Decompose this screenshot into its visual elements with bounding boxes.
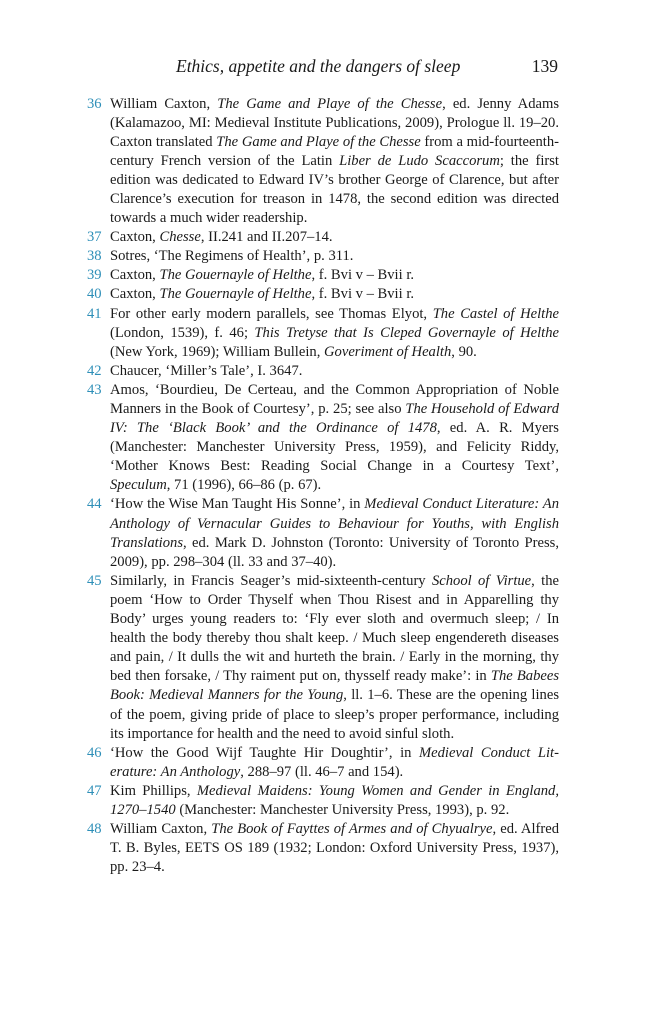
endnote-text bbox=[110, 495, 559, 571]
endnote-45 bbox=[87, 572, 559, 744]
text-segment: , ed. Jenny Adams (Kalamazoo, MI: Medieval Institute Publications, 2009), Prologue ll. 19–20. Caxton translated bbox=[110, 95, 559, 150]
text-segment: , f. Bvi v – Bvii r. bbox=[311, 267, 415, 284]
italic-title: The Game and Playe of the Chesse bbox=[216, 133, 421, 150]
italic-title: The Gouernayle of Helthe bbox=[159, 286, 312, 303]
text-segment: , 71 (1996), 66–86 (p. 67). bbox=[166, 477, 322, 494]
endnote-44 bbox=[87, 495, 559, 571]
endnote-number: 45 bbox=[87, 572, 102, 589]
endnote-number: 42 bbox=[87, 362, 102, 379]
text-segment: , ll. 1–6. These are the opening lines of the poem, giving pride of place to sleep’s proper performance, including its importance for health and the need to avoid sinful sloth. bbox=[110, 687, 559, 742]
italic-title: Goveriment of Health bbox=[324, 343, 452, 360]
text-segment: Sotres, ‘The Regimens of Health’, p. 311. bbox=[110, 248, 354, 265]
endnote-number: 41 bbox=[87, 305, 102, 322]
endnote-48 bbox=[87, 820, 559, 877]
endnote-text bbox=[110, 362, 559, 381]
text-segment: William Caxton, bbox=[110, 95, 218, 112]
italic-title: Medieval Conduct Literature: An Anthology bbox=[110, 744, 559, 780]
endnote-number: 43 bbox=[87, 381, 102, 398]
endnotes-list bbox=[87, 95, 559, 878]
running-header bbox=[110, 56, 558, 80]
endnote-text bbox=[110, 305, 559, 362]
text-segment: , 90. bbox=[451, 343, 477, 360]
endnote-number: 48 bbox=[87, 821, 102, 838]
endnote-42 bbox=[87, 362, 559, 381]
text-segment: For other early modern parallels, see Thomas Elyot, bbox=[110, 305, 433, 322]
text-segment: (London, 1539), f. 46; bbox=[110, 324, 255, 341]
endnote-40 bbox=[87, 285, 559, 304]
italic-title: Medieval Conduct Literature: An Anthology of Vernacular Guides to Behaviour for Youths, with English Translations bbox=[110, 496, 559, 551]
text-segment: , ed. A. R. Myers (Manchester: Manchester University Press, 1959), and Felicity Riddy, ‘Mother Knows Best: Reading Social Change in a Courtesy Text’, bbox=[110, 420, 559, 475]
text-segment: Amos, ‘Bourdieu, De Certeau, and the Common Appropriation of Noble Manners in the Book of Courtesy’, p. 25; see also bbox=[110, 381, 559, 417]
italic-title: Chesse bbox=[159, 229, 201, 246]
page-number: 139 bbox=[531, 56, 558, 76]
text-segment: ‘How the Wise Man Taught His Sonne’, in bbox=[110, 496, 365, 513]
italic-title: The Gouernayle of Helthe bbox=[159, 267, 312, 284]
endnote-text bbox=[110, 228, 559, 247]
endnote-text bbox=[110, 744, 559, 782]
italic-title: Medieval Maidens: Young Women and Gender in England, 1270–1540 bbox=[110, 782, 559, 818]
endnote-39 bbox=[87, 266, 559, 285]
italic-title: School of Virtue bbox=[431, 572, 532, 589]
endnote-number: 38 bbox=[87, 248, 102, 265]
text-segment: , f. Bvi v – Bvii r. bbox=[311, 286, 415, 303]
text-segment: from a mid-fourteenth-century French version of the Latin bbox=[110, 133, 559, 169]
endnote-text bbox=[110, 285, 559, 304]
endnote-37 bbox=[87, 228, 559, 247]
italic-title: The Book of Fayttes of Armes and of Chyualrye bbox=[211, 821, 493, 838]
endnote-47 bbox=[87, 782, 559, 820]
italic-title: The Castel of Helthe bbox=[432, 305, 559, 322]
endnote-text bbox=[110, 247, 559, 266]
italic-title: The Babees Book: Medieval Manners for the Young bbox=[110, 668, 559, 704]
text-segment: (New York, 1969); William Bullein, bbox=[110, 343, 324, 360]
italic-title: This Tretyse that Is Cleped Governayle of Helthe bbox=[254, 324, 559, 341]
italic-title: The Household of Edward IV: The ‘Black Book’ and the Ordinance of 1478 bbox=[110, 401, 559, 437]
text-segment: William Caxton, bbox=[110, 821, 212, 838]
italic-title: Liber de Ludo Scaccorum bbox=[339, 152, 500, 169]
text-segment: , ed. Alfred T. B. Byles, EETS OS 189 (1932; London: Oxford University Press, 1937), pp. 23–4. bbox=[110, 821, 560, 876]
text-segment: , 288–97 (ll. 46–7 and 154). bbox=[240, 763, 404, 780]
text-segment: , the poem ‘How to Order Thyself when Thou Risest and in Apparelling thy Body’ urges young readers to: ‘Fly ever sloth and overmuch sleep; / In health the body thereby thou shalt keep. / Much sleep engendereth diseases and pain, / It dulls the wit and hurteth the brain. / Early in the morning, thy bed then forsake, / Thy raiment put on, thysself ready make’: in bbox=[110, 572, 559, 685]
endnote-text bbox=[110, 95, 559, 229]
endnote-text bbox=[110, 820, 559, 877]
endnote-number: 39 bbox=[87, 267, 102, 284]
text-segment: ‘How the Good Wijf Taughte Hir Doughtir’, in bbox=[110, 744, 419, 761]
endnote-number: 46 bbox=[87, 744, 102, 761]
text-segment: , ed. Mark D. Johnston (Toronto: University of Toronto Press, 2009), pp. 298–304 (ll. 33 and 37–40). bbox=[110, 534, 559, 570]
text-segment: ; the first edition was dedicated to Edward IV’s brother George of Clarence, but after Clarence’s execution for treason in 1478, the second edition was directed towards a much wider readership. bbox=[110, 152, 559, 227]
endnote-41 bbox=[87, 305, 559, 362]
endnote-36 bbox=[87, 95, 559, 229]
endnote-46 bbox=[87, 744, 559, 782]
endnote-number: 36 bbox=[87, 95, 102, 112]
italic-title: The Game and Playe of the Chesse bbox=[217, 95, 443, 112]
text-segment: Caxton, bbox=[110, 229, 160, 246]
endnote-number: 44 bbox=[87, 496, 102, 513]
text-segment: Caxton, bbox=[110, 267, 160, 284]
italic-title: Speculum bbox=[110, 477, 167, 494]
running-title: Ethics, appetite and the dangers of sleep bbox=[176, 56, 461, 76]
endnote-43 bbox=[87, 381, 559, 496]
endnote-number: 40 bbox=[87, 286, 102, 303]
endnote-number: 37 bbox=[87, 229, 102, 246]
text-segment: Chaucer, ‘Miller’s Tale’, I. 3647. bbox=[110, 362, 303, 379]
endnote-38 bbox=[87, 247, 559, 266]
endnote-number: 47 bbox=[87, 782, 102, 799]
endnote-text bbox=[110, 572, 559, 744]
endnote-text bbox=[110, 782, 559, 820]
text-segment: , II.241 and II.207–14. bbox=[200, 229, 333, 246]
text-segment: (Manchester: Manchester University Press, 1993), p. 92. bbox=[175, 801, 510, 818]
endnote-text bbox=[110, 381, 559, 496]
text-segment: Kim Phillips, bbox=[110, 782, 197, 799]
text-segment: Caxton, bbox=[110, 286, 160, 303]
endnote-text bbox=[110, 266, 559, 285]
text-segment: Similarly, in Francis Seager’s mid-sixteenth-century bbox=[110, 572, 432, 589]
